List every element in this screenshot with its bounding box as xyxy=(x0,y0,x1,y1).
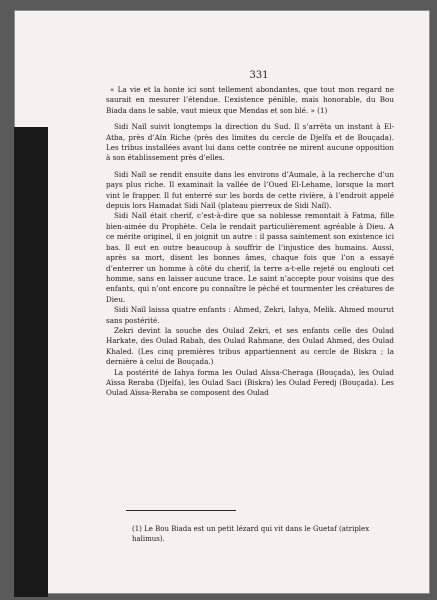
paragraph-4: Sidi Naïl était cherif, c’est-à-dire que sa noblesse remontait à Fatma, fille bien-aimée du Prophète. Cela le rendait particulièrement agréable à Dieu. A ce mérite originel, il en joignit un autre : il passa saintement son existence ici bas. Il eut en outre beaucoup à souffrir de l’injustice des humains. Aussi, après sa mort, disent les bonnes âmes, chaque fois que l’on a essayé d’enterrer un homme à côté du cherif, la terre a-t-elle rejeté ou englouti cet homme, sans en laisser aucune trace. Le saint n’accepte pour voisins que des enfants, qui n’ont encore pu connaître le péché et tourmenter les créatures de Dieu. xyxy=(106,211,394,304)
paragraph-7: La postérité de Iahya forma les Oulad Aïssa-Cheraga (Bouçada), les Oulad Aïssa Reraba (Djelfa), les Oulad Saci (Biskra) les Oulad Feredj (Bouçada). Les Oulad Aïssa-Reraba se composent des Oulad xyxy=(106,367,394,398)
page-number: 331 xyxy=(249,70,269,81)
scanned-page xyxy=(14,10,430,594)
body-text xyxy=(106,85,394,399)
paragraph-1: « La vie et la honte ici sont tellement abondantes, que tout mon regard ne saurait en mesurer l’étendue. L’existence pénible, mais honorable, du Bou Biada dans le sable, vaut mieux que Mendas et son blé. » (1) xyxy=(106,85,394,115)
paragraph-2: Sidi Naïl suivit longtemps la direction du Sud. Il s’arrêta un instant à El-Atba, près d’Aïn Riche (près des limites du cercle de Djelfa et de Bouçada). Les tribus installées avant lui dans cette contrée ne mirent aucune opposition à son établissement près d’elles. xyxy=(106,122,394,163)
footnote-divider xyxy=(126,510,236,511)
paragraph-3: Sidi Naïl se rendit ensuite dans les environs d’Aumale, à la recherche d’un pays plus riche. Il examinait la vallée de l’Oued El-Lehame, lorsque la mort vint le frapper. Il fut enterré sur les bords de cette rivière, à l’endroit appelé depuis lors Hamadat Sidi Naïl (plateau pierreux de Sidi Naïl). xyxy=(106,169,394,211)
binding-shadow xyxy=(14,127,48,597)
paragraph-5: Sidi Naïl laissa quatre enfants : Ahmed, Zekri, Iahya, Melik. Ahmed mourut sans postérité. xyxy=(106,305,394,325)
footnote: (1) Le Bou Biada est un petit lézard qui vit dans le Guetaf (atriplex halimus). xyxy=(132,525,370,543)
paragraph-6: Zekri devint la souche des Oulad Zekri, et ses enfants celle des Oulad Harkate, des Oulad Rabah, des Oulad Rahmane, des Oulad Ahmed, des Oulad Khaled. (Les cinq premières tribus appartiennent au cercle de Biskra ; la dernière à celui de Bouçada.) xyxy=(106,325,394,367)
